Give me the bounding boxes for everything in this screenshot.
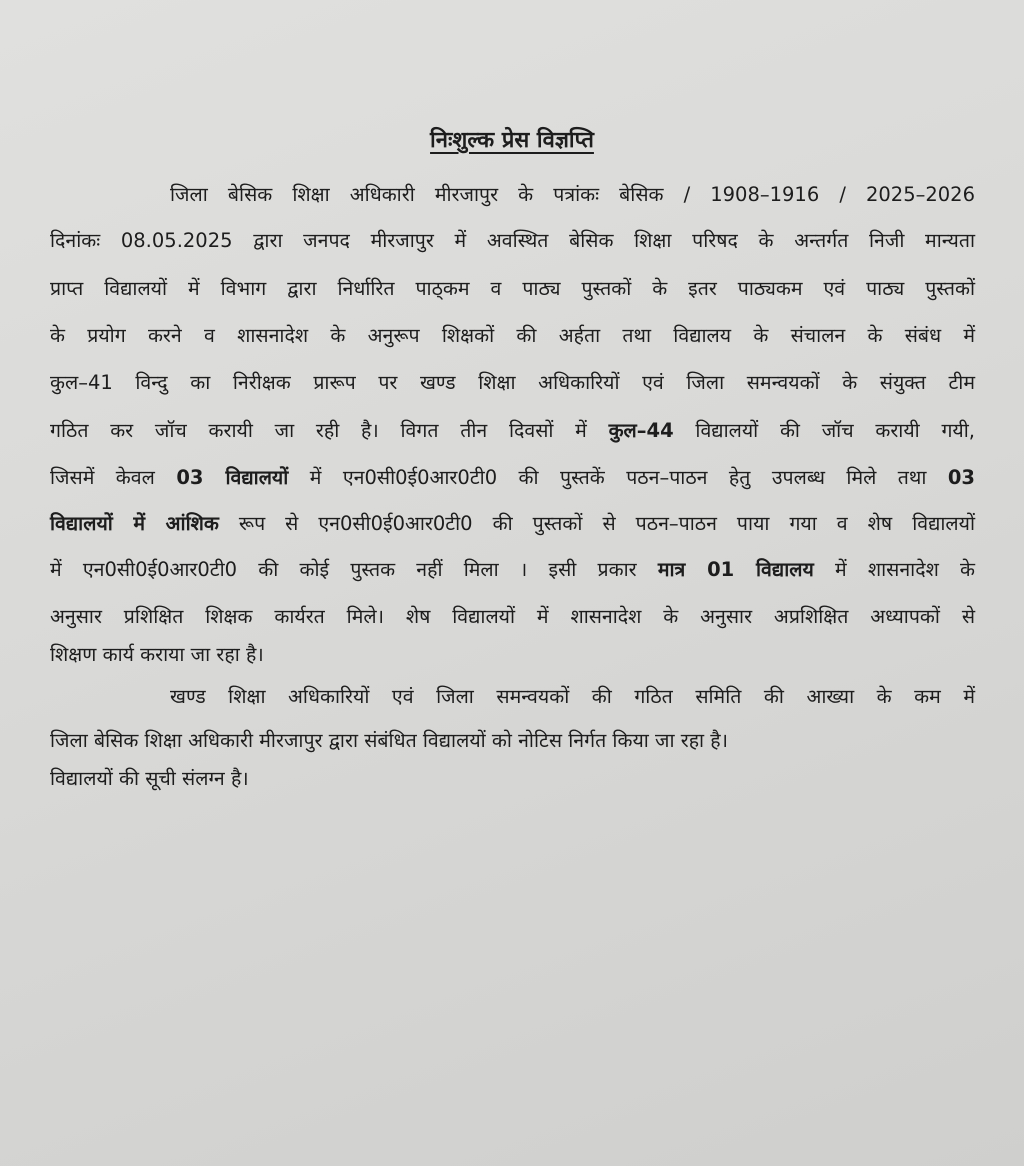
text-segment: खण्ड शिक्षा अधिकारियों एवं जिला समन्वयकों की गठित समिति की आख्या के कम में [170,685,975,708]
text-line [50,510,975,538]
text-segment: गठित कर जॉच करायी जा रही है। विगत तीन दिवसों में [50,419,609,442]
text-segment: अनुसार प्रशिक्षित शिक्षक कार्यरत मिले। शेष विद्यालयों में शासनादेश के अनुसार अप्रशिक्षित अध्यापकों से [50,605,975,628]
text-line [50,641,975,669]
text-line [50,727,975,755]
text-segment: शिक्षण कार्य कराया जा रहा है। [50,643,264,666]
text-segment: रूप से एन0सी0ई0आर0टी0 की पुस्तकों से पठन–पाठन पाया गया व शेष विद्यालयों [218,512,976,535]
text-segment: में शासनादेश के [813,558,976,581]
bold-text: मात्र 01 विद्यालय [657,558,814,581]
text-line [50,227,975,255]
text-segment: जिला बेसिक शिक्षा अधिकारी मीरजापुर द्वारा संबंधित विद्यालयों को नोटिस निर्गत किया जा रहा है। [50,729,729,752]
text-segment: जिला बेसिक शिक्षा अधिकारी मीरजापुर के पत्रांकः बेसिक / 1908–1916 / 2025–2026 [170,183,975,206]
text-line [50,683,975,711]
title-text: निःशुल्क प्रेस विज्ञप्ति [430,128,594,153]
text-segment: दिनांकः 08.05.2025 द्वारा जनपद मीरजापुर में अवस्थित बेसिक शिक्षा परिषद के अन्तर्गत निजी मान्यता [50,229,975,252]
text-line [50,556,975,584]
document-title [0,124,1024,154]
text-segment: के प्रयोग करने व शासनादेश के अनुरूप शिक्षकों की अर्हता तथा विद्यालय के संचालन के संबंध में [50,324,975,347]
text-segment: विद्यालयों की जॉच करायी गयी, [673,419,975,442]
bold-text: कुल–44 [608,419,674,442]
text-line [50,603,975,631]
text-line [50,369,975,397]
text-segment: प्राप्त विद्यालयों में विभाग द्वारा निर्धारित पाठ्कम व पाठ्य पुस्तकों के इतर पाठ्यकम एवं पाठ्य पुस्तकों [50,277,975,300]
text-segment: जिसमें केवल [50,466,177,489]
text-line [50,765,975,793]
text-line [50,181,975,209]
bold-text: 03 [947,466,975,489]
text-line [50,275,975,303]
bold-text: 03 विद्यालयों [176,466,289,489]
bold-text: विद्यालयों में आंशिक [50,512,219,535]
text-segment: कुल–41 विन्दु का निरीक्षक प्रारूप पर खण्ड शिक्षा अधिकारियों एवं जिला समन्वयकों के संयुक्त टीम [50,371,975,394]
text-segment: विद्यालयों की सूची संलग्न है। [50,767,249,790]
text-line [50,417,975,445]
text-line [50,322,975,350]
text-line [50,464,975,492]
text-segment: में एन0सी0ई0आर0टी0 की कोई पुस्तक नहीं मिला । इसी प्रकार [50,558,658,581]
text-segment: में एन0सी0ई0आर0टी0 की पुस्तकें पठन–पाठन हेतु उपलब्ध मिले तथा [288,466,948,489]
